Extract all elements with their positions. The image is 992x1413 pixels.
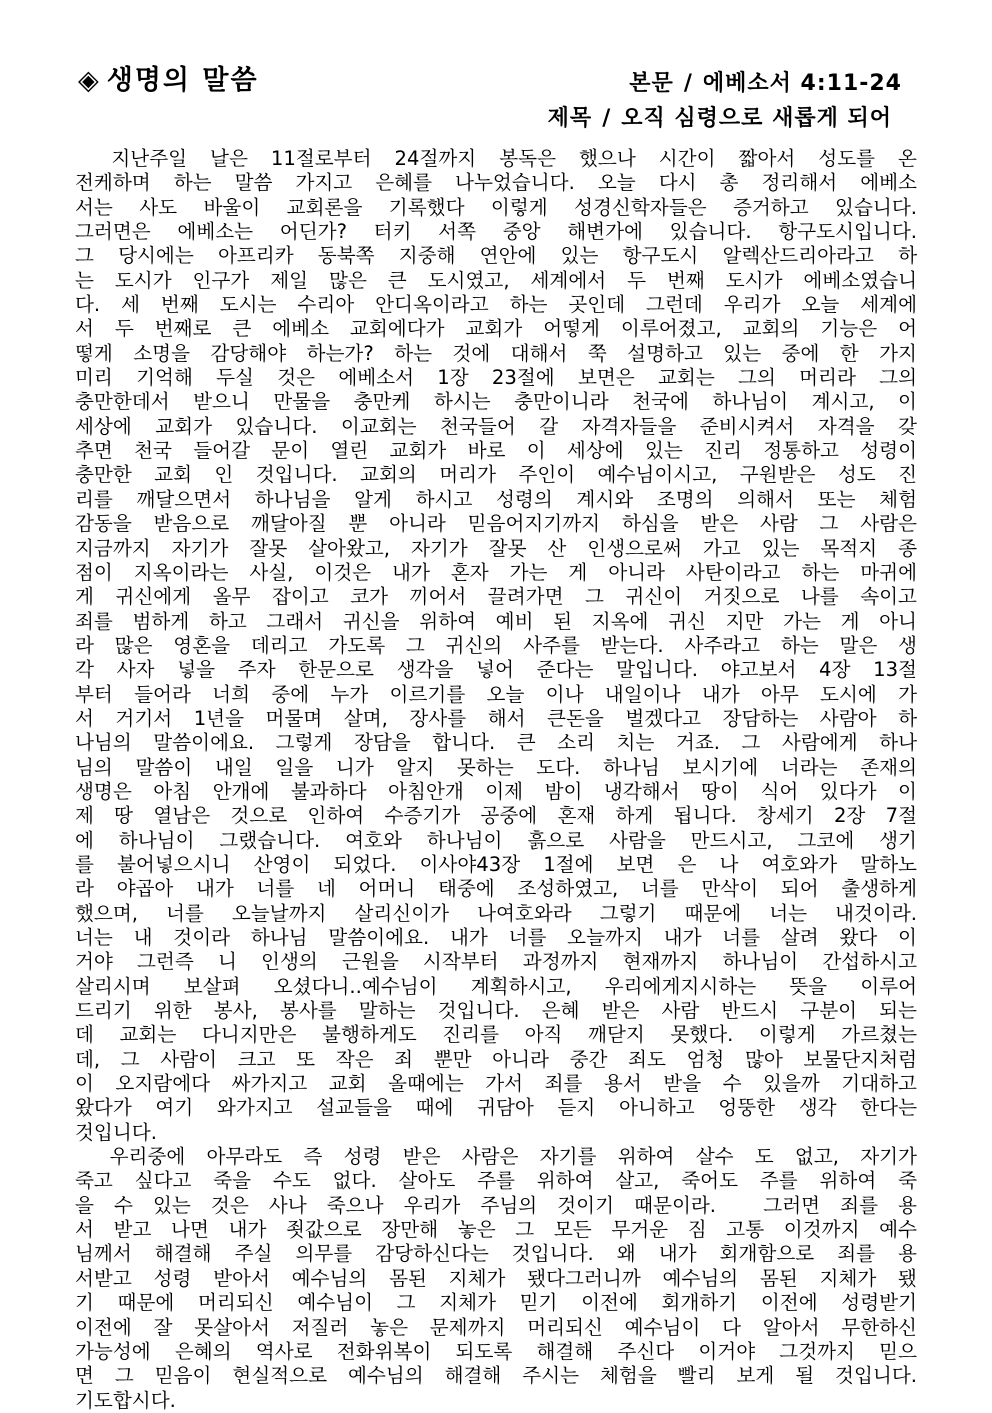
body-line: 점이 지옥이라는 사실, 이것은 내가 혼자 가는 게 아니라 사탄이라고 하는 마귀에 bbox=[75, 560, 917, 584]
body-line: 너는 내 것이라 하나님 말씀이에요. 내가 너를 오늘까지 내가 너를 살려 왔다 이 bbox=[75, 926, 917, 949]
body-line: 서 받고 나면 내가 죗값으로 장만해 놓은 그 모든 무거운 짐 고통 이것까지 예수 bbox=[75, 1218, 917, 1242]
title-label: 제목 bbox=[547, 106, 593, 131]
body-line: 그러면은 에베소는 어딘가? 터키 서쪽 중앙 해변가에 있습니다. 항구도시입니다. bbox=[75, 220, 917, 244]
body-line: 님께서 해결해 주실 의무를 감당하신다는 것입니다. 왜 내가 회개함으로 죄를 용 bbox=[75, 1242, 917, 1266]
scripture-reference bbox=[629, 66, 902, 97]
body-line: 추면 천국 들어갈 문이 열린 교회가 바로 이 세상에 있는 진리 정통하고 성령이 bbox=[75, 439, 917, 463]
sermon-title bbox=[548, 101, 892, 132]
body-line: 데 교회는 다니지만은 불행하게도 진리를 아직 깨닫지 못했다. 이렇게 가르쳤는 bbox=[75, 1023, 917, 1047]
body-line: 리를 깨달으면서 하나님을 알게 하시고 성령의 계시와 조명의 의해서 또는 체험 bbox=[75, 487, 917, 511]
body-line: 에 하나님이 그랬습니다. 여호와 하나님이 흙으로 사람을 만드시고, 그코에 생기 bbox=[75, 828, 917, 852]
body-line: 미리 기억해 두실 것은 에베소서 1장 23절에 보면은 교회는 그의 머리라 그의 bbox=[75, 366, 917, 390]
body-line: 충만한 교회 인 것입니다. 교회의 머리가 주인이 예수님이시고, 구원받은 성도 진 bbox=[75, 463, 917, 487]
body-line: 서는 사도 바울이 교회론을 기록했다 이렇게 성경신학자들은 증거하고 있습니다. bbox=[75, 195, 917, 219]
body-line: 부터 들어라 너희 중에 누가 이르기를 오늘 이나 내일이나 내가 아무 도시에 가 bbox=[75, 682, 917, 706]
body-line: 감동을 받음으로 깨달아질 뿐 아니라 믿음어지기까지 하심을 받은 사람 그 사람은 bbox=[75, 512, 917, 536]
body-line: 서 두 번째로 큰 에베소 교회에다가 교회가 어떻게 이루어졌고, 교회의 기능은 어 bbox=[75, 317, 917, 341]
body-line: 지난주일 날은 11절로부터 24절까지 봉독은 했으나 시간이 짧아서 성도를 온 bbox=[75, 147, 917, 170]
sermon-body bbox=[75, 147, 917, 1413]
separator: / bbox=[602, 106, 612, 131]
body-line: 제 땅 열남은 것으로 인하여 수증기가 공중에 혼재 하게 됩니다. 창세기 2장 7절 bbox=[75, 804, 917, 828]
body-line: 가능성에 은혜의 역사로 전화위복이 되도록 해결해 주신다 이거야 그것까지 믿으 bbox=[75, 1339, 917, 1363]
body-line: 전케하며 하는 말씀 가지고 은혜를 나누었습니다. 오늘 다시 총 정리해서 에베소 bbox=[75, 171, 917, 195]
section-heading bbox=[78, 58, 259, 97]
body-line: 을 수 있는 것은 사나 죽으나 우리가 주님의 것이기 때문이라. 그러면 죄를 용 bbox=[75, 1193, 917, 1217]
body-line: 거야 그런즉 니 인생의 근원을 시작부터 과정까지 현재까지 하나님이 간섭하시고 bbox=[75, 950, 917, 974]
body-line: 각 사자 넣을 주자 한문으로 생각을 넣어 준다는 말입니다. 야고보서 4장 13절 bbox=[75, 658, 917, 682]
body-line: 세상에 교회가 있습니다. 이교회는 천국들어 갈 자격자들을 준비시켜서 자격을 갖 bbox=[75, 414, 917, 438]
body-line: 우리중에 아무라도 즉 성령 받은 사람은 자기를 위하여 살수 도 없고, 자기가 bbox=[75, 1145, 917, 1169]
body-line: 라 많은 영혼을 데리고 가도록 그 귀신의 사주를 받는다. 사주라고 하는 말은 생 bbox=[75, 633, 917, 657]
body-line: 는 도시가 인구가 제일 많은 큰 도시였고, 세계에서 두 번째 도시가 에베소였습니 bbox=[75, 268, 917, 292]
body-line: 기도합시다. bbox=[75, 1388, 176, 1412]
body-line: 게 귀신에게 올무 잡이고 코가 끼어서 끌려가면 그 귀신이 거짓으로 나를 속이고 bbox=[75, 585, 917, 609]
body-line: 충만한데서 받으니 만물을 충만케 하시는 충만이니라 천국에 하나님이 계시고, 이 bbox=[75, 390, 917, 414]
body-line: 이전에 잘 못살아서 저질러 놓은 문제까지 머리되신 예수님이 다 알아서 무한하신 bbox=[75, 1315, 917, 1339]
body-line: 님의 말씀이 내일 일을 니가 알지 못하는 도다. 하나님 보시기에 너라는 존재의 bbox=[75, 755, 917, 779]
text-label: 본문 bbox=[629, 71, 674, 96]
body-line: 살리시며 보살펴 오셨다니..예수님이 계획하시고, 우리에게지시하는 뜻을 이루어 bbox=[75, 974, 917, 998]
body-line: 그 당시에는 아프리카 동북쪽 지중해 연안에 있는 항구도시 알렉산드리아라고 하 bbox=[75, 244, 917, 268]
body-line: 서 거기서 1년을 머물며 살며, 장사를 해서 큰돈을 벌겠다고 장담하는 사람아 하 bbox=[75, 706, 917, 730]
body-line: 를 불어넣으시니 산영이 되었다. 이사야43장 1절에 보면 은 나 여호와가 말하노 bbox=[75, 852, 917, 876]
body-line: 떻게 소명을 감당해야 하는가? 하는 것에 대해서 쭉 설명하고 있는 중에 한 가지 bbox=[75, 341, 917, 365]
body-line: 데, 그 사람이 크고 또 작은 죄 뿐만 아니라 중간 죄도 엄청 많아 보물단지처럼 bbox=[75, 1047, 917, 1071]
body-line: 왔다가 여기 와가지고 설교들을 때에 귀담아 듣지 아니하고 엉뚱한 생각 한다는 bbox=[75, 1096, 917, 1120]
body-line: 면 그 믿음이 현실적으로 예수님의 해결해 주시는 체험을 빨리 보게 될 것입니다. bbox=[75, 1364, 917, 1388]
body-line: 했으며, 너를 오늘날까지 살리신이가 나여호와라 그렇기 때문에 너는 내것이라. bbox=[75, 901, 917, 925]
text-reference: 에베소서 4:11-24 bbox=[702, 71, 902, 96]
title-text: 오직 심령으로 새롭게 되어 bbox=[621, 106, 892, 131]
body-line: 것입니다. bbox=[75, 1120, 157, 1144]
body-line: 지금까지 자기가 잘못 살아왔고, 자기가 잘못 산 인생으로써 가고 있는 목적지 종 bbox=[75, 536, 917, 560]
section-title: 생명의 말씀 bbox=[106, 65, 259, 96]
body-line: 라 야곱아 내가 너를 네 어머니 태중에 조성하였고, 너를 만삭이 되어 출생하게 bbox=[75, 877, 917, 901]
body-line: 기 때문에 머리되신 예수님이 그 지체가 믿기 이전에 회개하기 이전에 성령받기 bbox=[75, 1291, 917, 1315]
body-line: 다. 세 번째 도시는 수리아 안디옥이라고 하는 곳인데 그런데 우리가 오늘 세계에 bbox=[75, 293, 917, 317]
body-line: 이 오지람에다 싸가지고 교회 올때에는 가서 죄를 용서 받을 수 있을까 기대하고 bbox=[75, 1072, 917, 1096]
body-line: 서받고 성령 받아서 예수님의 몸된 지체가 됐다그러니까 예수님의 몸된 지체가 됐 bbox=[75, 1266, 917, 1290]
body-line: 드리기 위한 봉사, 봉사를 말하는 것입니다. 은혜 받은 사람 반드시 구분이 되는 bbox=[75, 999, 917, 1023]
diamond-bullet-icon: ◈ bbox=[78, 65, 101, 96]
separator: / bbox=[683, 71, 693, 96]
body-line: 죽고 싶다고 죽을 수도 없다. 살아도 주를 위하여 살고, 죽어도 주를 위하여 죽 bbox=[75, 1169, 917, 1193]
body-line: 죄를 범하게 하고 그래서 귀신을 위하여 예비 된 지옥에 귀신 지만 가는 게 아니 bbox=[75, 609, 917, 633]
body-line: 생명은 아침 안개에 불과하다 아침안개 이제 밤이 냉각해서 땅이 식어 있다가 이 bbox=[75, 779, 917, 803]
body-line: 나님의 말씀이에요. 그렇게 장담을 합니다. 큰 소리 치는 거죠. 그 사람에게 하나 bbox=[75, 731, 917, 755]
